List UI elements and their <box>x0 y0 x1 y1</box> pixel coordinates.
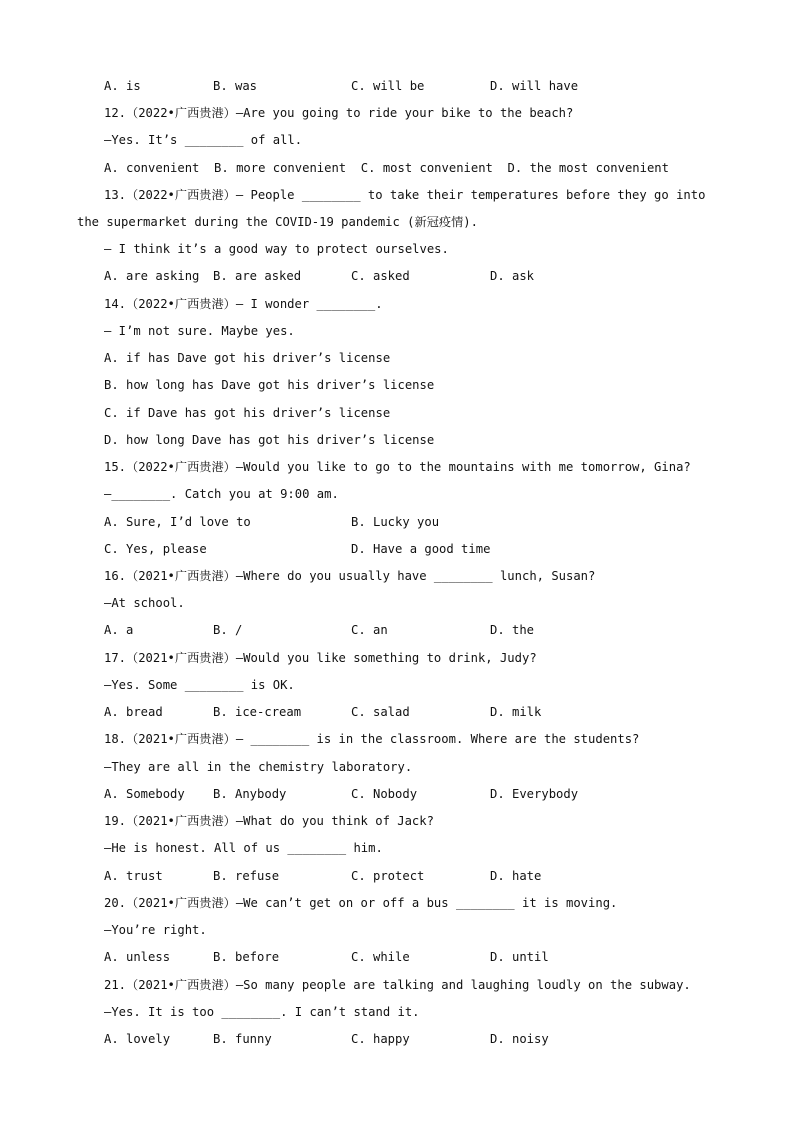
q19-reply: —He is honest. All of us ________ him. <box>104 841 383 855</box>
q21-option-b: B. funny <box>213 1032 272 1046</box>
q19-option-d: D. hate <box>490 869 542 883</box>
q11-option-b: B. was <box>213 79 258 93</box>
q18-stem: 18.（2021•广西贵港）— ________ is in the classroom. Where are the students? <box>104 732 640 746</box>
q16-stem: 16.（2021•广西贵港）—Where do you usually have ________ lunch, Susan? <box>104 569 596 583</box>
q14-stem: 14.（2022•广西贵港）— I wonder ________. <box>104 297 383 311</box>
q13-option-b: B. are asked <box>213 269 302 283</box>
q16-option-c: C. an <box>351 623 388 637</box>
q11-option-a: A. is <box>104 79 141 93</box>
q15-option-a: A. Sure, I’d love to <box>104 515 251 529</box>
q14-option-c: C. if Dave has got his driver’s license <box>104 406 391 420</box>
q19-option-b: B. refuse <box>213 869 280 883</box>
q11-option-c: C. will be <box>351 79 425 93</box>
q20-option-c: C. while <box>351 950 410 964</box>
q15-stem: 15.（2022•广西贵港）—Would you like to go to the mountains with me tomorrow, Gina? <box>104 460 691 474</box>
q20-reply: —You’re right. <box>104 923 207 937</box>
q16-reply: —At school. <box>104 596 185 610</box>
q15-reply: —________. Catch you at 9:00 am. <box>104 487 339 501</box>
q19-option-a: A. trust <box>104 869 163 883</box>
q15-option-b: B. Lucky you <box>351 515 440 529</box>
q21-options <box>104 1030 549 1138</box>
q20-option-a: A. unless <box>104 950 171 964</box>
q20-stem: 20.（2021•广西贵港）—We can’t get on or off a bus ________ it is moving. <box>104 896 618 910</box>
q21-stem: 21.（2021•广西贵港）—So many people are talking and laughing loudly on the subway. <box>104 978 691 992</box>
q20-option-d: D. until <box>490 950 549 964</box>
q14-option-a: A. if has Dave got his driver’s license <box>104 351 391 365</box>
q21-reply: —Yes. It is too ________. I can’t stand it. <box>104 1005 420 1019</box>
q17-option-d: D. milk <box>490 705 542 719</box>
q14-option-b: B. how long has Dave got his driver’s license <box>104 378 435 392</box>
q17-option-a: A. bread <box>104 705 163 719</box>
q15-option-d: D. Have a good time <box>351 542 491 556</box>
q16-option-a: A. a <box>104 623 134 637</box>
q15-option-c: C. Yes, please <box>104 542 207 556</box>
q21-option-a: A. lovely <box>104 1032 171 1046</box>
q17-reply: —Yes. Some ________ is OK. <box>104 678 295 692</box>
q13-option-c: C. asked <box>351 269 410 283</box>
q21-option-d: D. noisy <box>490 1032 549 1046</box>
q13-option-d: D. ask <box>490 269 535 283</box>
q12-stem: 12.（2022•广西贵港）—Are you going to ride your bike to the beach? <box>104 106 574 120</box>
q12-reply: —Yes. It’s ________ of all. <box>104 133 303 147</box>
q18-option-d: D. Everybody <box>490 787 579 801</box>
q16-option-b: B. / <box>213 623 243 637</box>
q14-option-d: D. how long Dave has got his driver’s license <box>104 433 435 447</box>
q17-stem: 17.（2021•广西贵港）—Would you like something to drink, Judy? <box>104 651 537 665</box>
q13-option-a: A. are asking <box>104 269 200 283</box>
q13-reply: — I think it’s a good way to protect ourselves. <box>104 242 449 256</box>
q12-options: A. convenient B. more convenient C. most convenient D. the most convenient <box>104 161 669 175</box>
q18-option-c: C. Nobody <box>351 787 418 801</box>
q11-option-d: D. will have <box>490 79 579 93</box>
q18-reply: —They are all in the chemistry laboratory. <box>104 760 413 774</box>
q13-stem: 13.（2022•广西贵港）— People ________ to take their temperatures before they go into <box>104 188 706 202</box>
q21-option-c: C. happy <box>351 1032 410 1046</box>
q17-option-c: C. salad <box>351 705 410 719</box>
q20-option-b: B. before <box>213 950 280 964</box>
q14-reply: — I’m not sure. Maybe yes. <box>104 324 295 338</box>
q16-option-d: D. the <box>490 623 535 637</box>
q13-stem-continued: the supermarket during the COVID-19 pandemic (新冠疫情). <box>77 215 478 229</box>
q18-option-b: B. Anybody <box>213 787 287 801</box>
q19-stem: 19.（2021•广西贵港）—What do you think of Jack? <box>104 814 434 828</box>
q17-option-b: B. ice-cream <box>213 705 302 719</box>
q18-option-a: A. Somebody <box>104 787 185 801</box>
q19-option-c: C. protect <box>351 869 425 883</box>
